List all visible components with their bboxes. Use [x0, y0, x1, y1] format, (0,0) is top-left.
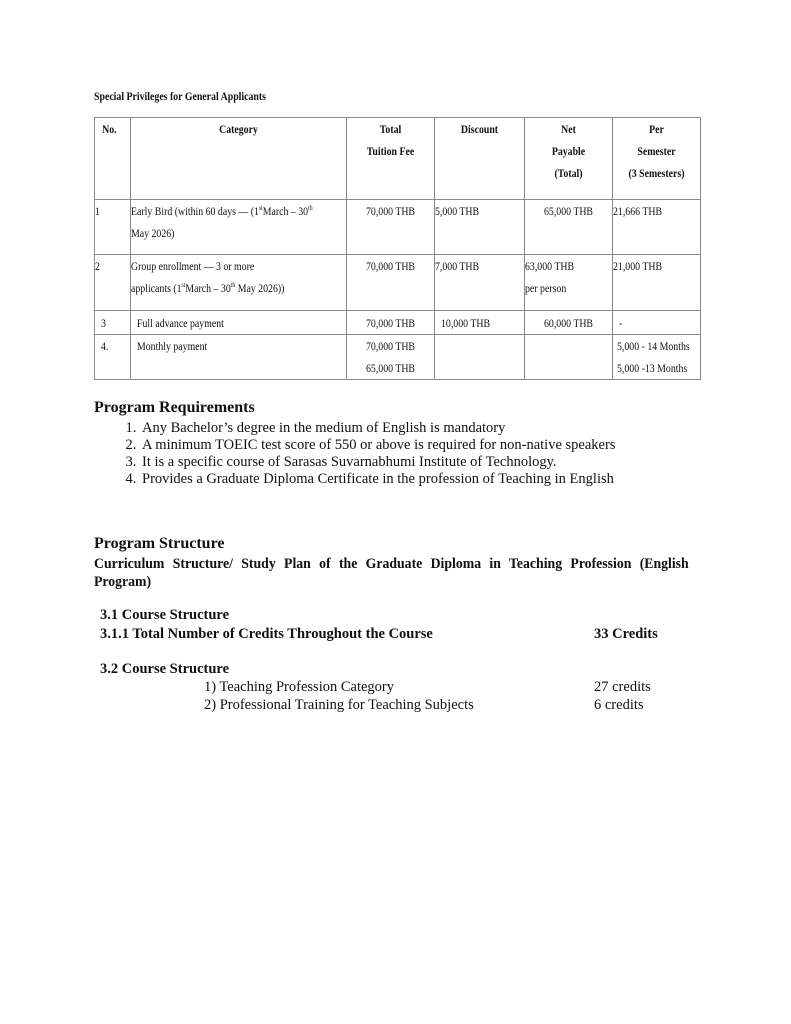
cell-total: 70,000 THB: [347, 311, 435, 335]
table-row: [95, 200, 701, 255]
cell-total: 70,000 THB: [347, 255, 435, 311]
course-item-label: 2) Professional Training for Teaching Subjects: [204, 697, 474, 713]
cell-per-semester: -: [613, 311, 701, 335]
course-item-label: 1) Teaching Profession Category: [204, 679, 394, 695]
cell-net: [525, 335, 613, 380]
cell-net: 63,000 THB per person: [525, 255, 613, 311]
cell-discount: 10,000 THB: [435, 311, 525, 335]
cell-per-semester: 21,000 THB: [613, 255, 701, 311]
cell-total: 70,000 THB: [347, 200, 435, 255]
header-category: Category: [131, 118, 347, 200]
cell-category: Early Bird (within 60 days — (1stMarch – 30th May 2026): [131, 200, 347, 255]
section-3-1-1-value: 33 Credits: [594, 626, 658, 642]
section-3-1-1-label: 3.1.1 Total Number of Credits Throughout the Course: [100, 626, 433, 642]
cell-no: 4.: [95, 335, 131, 380]
cell-category: Full advance payment: [131, 311, 347, 335]
cell-no: 3: [95, 311, 131, 335]
cell-no: 1: [95, 200, 131, 255]
cell-per-semester: 5,000 - 14 Months 5,000 -13 Months: [613, 335, 701, 380]
cell-category: Monthly payment: [131, 335, 347, 380]
table-row: [95, 311, 701, 335]
list-item: 4. Provides a Graduate Diploma Certificate in the profession of Teaching in English: [140, 471, 615, 488]
list-item: 2. A minimum TOEIC test score of 550 or above is required for non-native speakers: [140, 437, 615, 454]
cell-discount: 7,000 THB: [435, 255, 525, 311]
cell-category: Group enrollment — 3 or more applicants (1stMarch – 30th May 2026)): [131, 255, 347, 311]
privileges-table: [94, 117, 701, 380]
list-item: 3. It is a specific course of Sarasas Suvarnabhumi Institute of Technology.: [140, 454, 615, 471]
structure-subheading: Curriculum Structure/ Study Plan of the Graduate Diploma in Teaching Profession (English Program): [94, 556, 689, 590]
list-item: 1. Any Bachelor’s degree in the medium of English is mandatory: [140, 420, 615, 437]
table-row: [95, 255, 701, 311]
cell-net: 60,000 THB: [525, 311, 613, 335]
cell-net: 65,000 THB: [525, 200, 613, 255]
cell-total: 70,000 THB 65,000 THB: [347, 335, 435, 380]
table-title: Special Privileges for General Applicants: [94, 89, 267, 103]
table-header-row: [95, 118, 701, 200]
requirements-list: [116, 420, 615, 488]
header-no: No.: [95, 118, 131, 200]
header-per-semester: Per Semester (3 Semesters): [613, 118, 701, 200]
header-net-payable: Net Payable (Total): [525, 118, 613, 200]
cell-per-semester: 21,666 THB: [613, 200, 701, 255]
section-3-1-title: 3.1 Course Structure: [100, 607, 230, 623]
table-row: [95, 335, 701, 380]
structure-heading: Program Structure: [94, 535, 225, 552]
course-item-value: 27 credits: [594, 679, 651, 695]
section-3-2-title: 3.2 Course Structure: [100, 661, 230, 677]
header-total-tuition: Total Tuition Fee: [347, 118, 435, 200]
cell-no: 2: [95, 255, 131, 311]
header-discount: Discount: [435, 118, 525, 200]
course-item-value: 6 credits: [594, 697, 644, 713]
cell-discount: [435, 335, 525, 380]
cell-discount: 5,000 THB: [435, 200, 525, 255]
requirements-heading: Program Requirements: [94, 399, 255, 416]
